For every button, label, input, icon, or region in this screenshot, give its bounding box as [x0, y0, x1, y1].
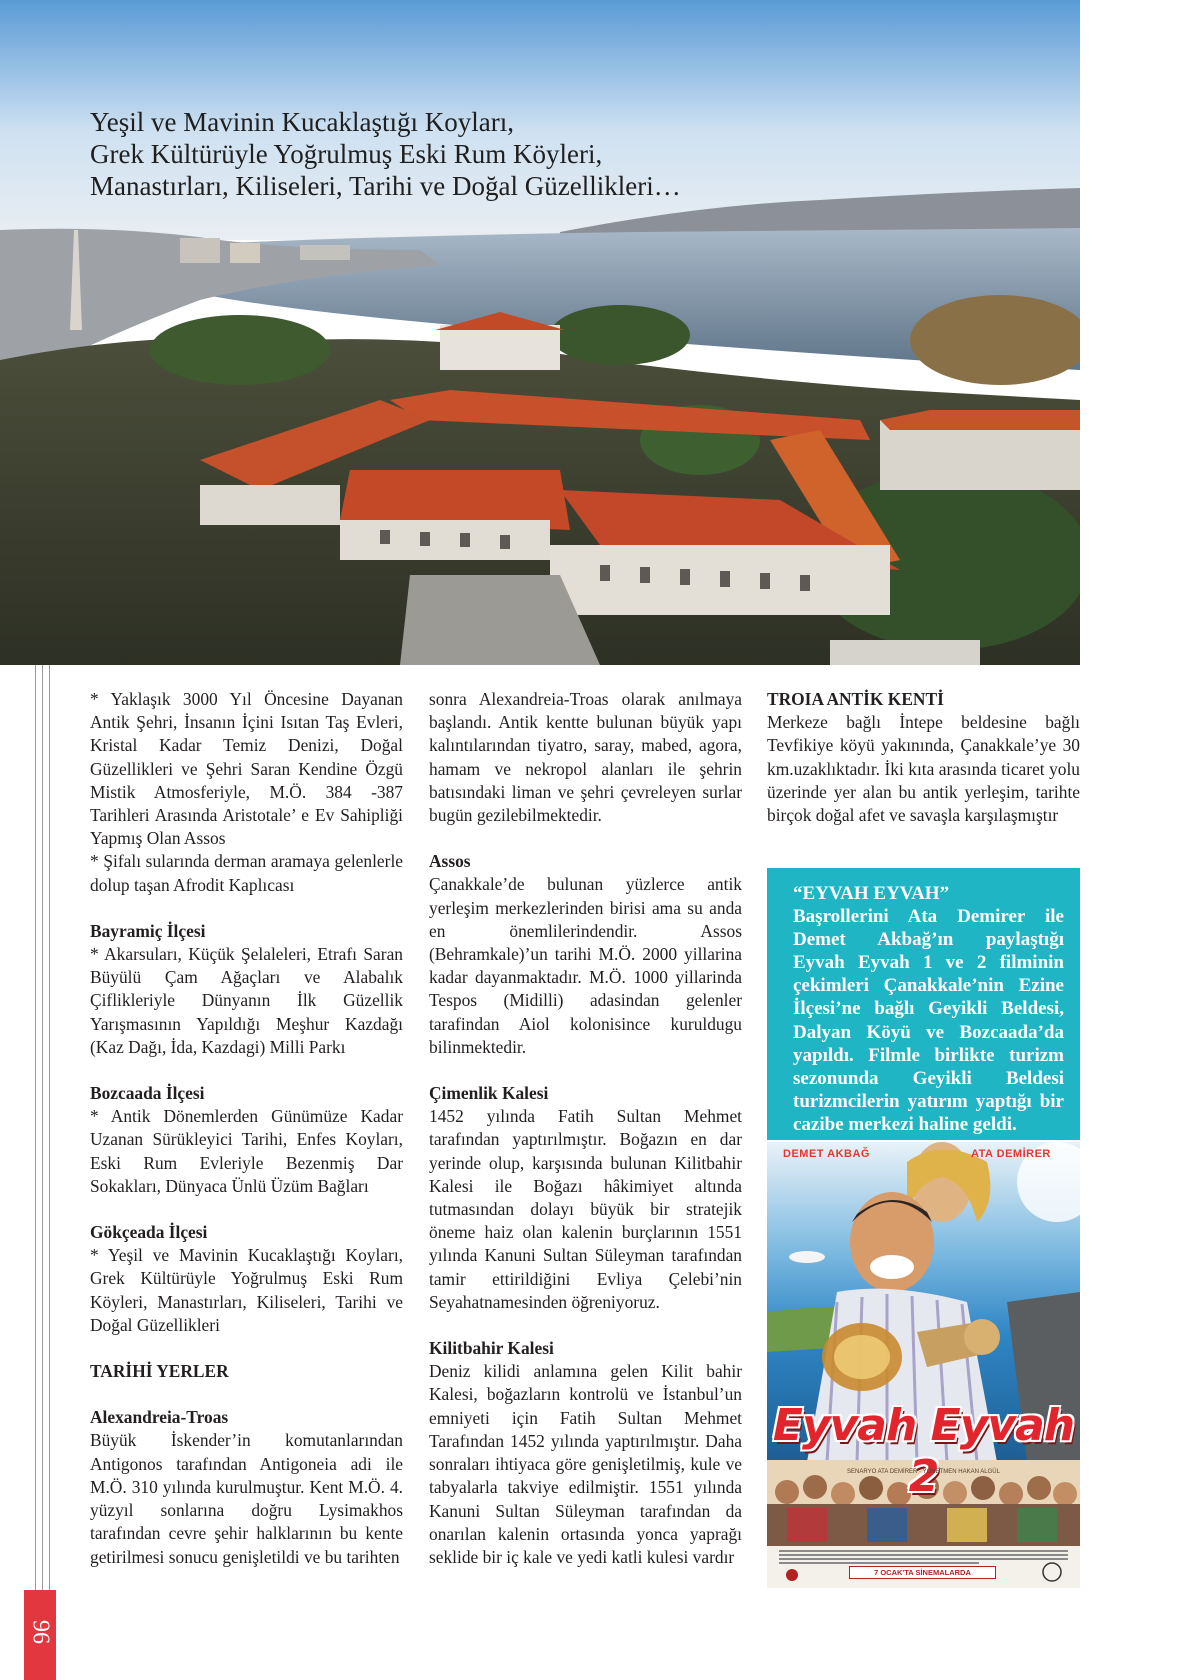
spine-rule [35, 595, 36, 1615]
assos-text: Çanakkale’de bulunan yüzlerce antik yerleşim merkezlerinden birisi ama su anda en önemlilerindendir. Assos (Behramkale)’un tarihi M.Ö. 2000 yillarina kadar dayanmaktadır. M.Ö. 1000 yillarinda Tespos (Midilli) adasindan gelenler tarafindan Aiol kolonisince kuruldugu bilinmektedir. [429, 874, 742, 1057]
gokceada-text: * Yeşil ve Mavinin Kucaklaştığı Koyları, Grek Kültürüyle Yoğrulmuş Eski Rum Köyleri, Manastırları, Kiliseleri, Tarihi ve Doğal Güzellikleri [90, 1245, 403, 1335]
spine-rule [49, 595, 50, 1615]
bozcaada-text: * Antik Dönemlerden Günümüze Kadar Uzanan Sürükleyici Tarihi, Enfes Koyları, Eski Rum Evleriyle Bezenmiş Dar Sokakları, Dünyaca Ünlü Üzüm Bağları [90, 1106, 403, 1196]
hero-caption-line: Grek Kültürüyle Yoğrulmuş Eski Rum Köyleri, [90, 139, 603, 169]
gokceada-heading: Gökçeada İlçesi [90, 1222, 208, 1243]
alexandreia-heading: Alexandreia-Troas [90, 1407, 229, 1428]
poster-actor-right: ATA DEMİRER [971, 1148, 1051, 1160]
callout-title: “EYVAH EYVAH” [793, 883, 950, 904]
kilitbahir-text: Deniz kilidi anlamına gelen Kilit bahir Kalesi, boğazların kontrolü ve İstanbul’un emniyeti için Fatih Sultan Mehmet Tarafından 1452 yılında yaptırılmıştır. Daha sonraları ihtiyaca göre genişletilmiş, kule ve tabyalarla takviye edilmiştir. 1551 yılında Kanuni Sultan Süleyman tarafından da onarılan kalenin ortasında yonca yaprağı seklide bir iç kale ve yedi katli kulesi vardır [429, 1361, 742, 1567]
callout-text: Başrollerini Ata Demirer ile Demet Akbağ’ın paylaştığı Eyvah Eyvah 1 ve 2 filminin çekimleri Çanakkale’nin Ezine İlçesi’ne bağlı Geyikli Beldesi, Dalyan Köyü ve Bozcaada’da yapıldı. Filmle birlikte turizm sezonunda Geyikli Beldesi turizmcilerin yatırım yaptığı bir cazibe merkezi haline geldi. [793, 906, 1064, 1135]
bayramic-heading: Bayramiç İlçesi [90, 920, 206, 941]
spine-rule [42, 595, 43, 1615]
intro-afrodit: * Şifalı sularında derman aramaya gelenlerle dolup taşan Afrodit Kaplıcası [90, 851, 403, 895]
hero-caption-line: Manastırları, Kiliseleri, Tarihi ve Doğal Güzellikleri… [90, 171, 681, 201]
article-column-2 [429, 688, 742, 1569]
hero-caption-line: Yeşil ve Mavinin Kucaklaştığı Koyları, [90, 107, 514, 137]
kilitbahir-heading: Kilitbahir Kalesi [429, 1338, 554, 1359]
bayramic-text: * Akarsuları, Küçük Şelaleleri, Etrafı Saran Büyülü Çam Ağaçları ve Alabalık Çiflikleriyle Dünyanın İlk Güzellik Yarışmasının Yapıldığı Meşhur Kazdağı (Kaz Dağı, İda, Kazdagi) Milli Parkı [90, 944, 403, 1057]
poster-credits: SENARYO ATA DEMİRER · YÖNETMEN HAKAN ALGÜL [847, 1469, 1000, 1475]
cimenlik-heading: Çimenlik Kalesi [429, 1083, 549, 1104]
alexandreia-text: Büyük İskender’in komutanlarından Antigonos tarafından Antigoneia adi ile M.Ö. 310 yılında kurulmuştur. Kent M.Ö. 4. yüzyıl sonlarına doğru Lysimakhos tarafından cevre şehir halklarının bu kente getirilmesi sonucu genişletildi ve bu tarihten [90, 1430, 403, 1567]
article-column-1 [90, 688, 403, 1569]
assos-heading: Assos [429, 851, 471, 872]
movie-poster [767, 1142, 1080, 1588]
intro-assos: * Yaklaşık 3000 Yıl Öncesine Dayanan Antik Şehri, İnsanın İçini Isıtan Taş Evleri, Kristal Kadar Temiz Denizi, Doğal Güzellikleri ve Şehri Saran Kendine Özgü Mistik Atmosferiyle, M.Ö. 384 -387 Tarihleri Arasında Aristotale’ e Ev Sahipliği Yapmış Olan Assos [90, 689, 403, 849]
troia-heading: TROIA ANTİK KENTİ [767, 689, 944, 709]
historic-places-heading: TARİHİ YERLER [90, 1361, 229, 1382]
poster-title: Eyvah Eyvah 2 [772, 1400, 1075, 1502]
eyvah-eyvah-callout [767, 868, 1080, 1140]
poster-release-date: 7 OCAK'TA SİNEMALARDA [849, 1566, 996, 1579]
alexandreia-text-continued: sonra Alexandreia-Troas olarak anılmaya başlandı. Antik kentte bulunan büyük yapı kalıntılarından tiyatro, saray, mabed, agora, hamam ve nekropol alanları ile şehrin batısındaki liman ve şehri çevreleyen surlar bugün gezilebilmektedir. [429, 689, 742, 826]
hero-caption [90, 106, 681, 202]
poster-actor-left: DEMET AKBAĞ [783, 1148, 870, 1160]
page-number: 96 [27, 1620, 54, 1644]
hero-photo [0, 0, 1080, 665]
cimenlik-text: 1452 yılında Fatih Sultan Mehmet tarafından yaptırılmıştır. Boğazın en dar yerinde olup, karşısında bulunan Kilitbahir Kalesi ile Boğazı hâkimiyet altında tutmasından dolayı büyük bir stratejik öneme haiz olan kalenin burçlarının 1551 yılında Kanuni Sultan Süleyman tarafından tamir ettirildiğini Evliya Çelebi’nin Seyahatnamesinden öğreniyoruz. [429, 1106, 742, 1312]
article-column-3 [767, 688, 1080, 827]
troia-text: Merkeze bağlı İntepe beldesine bağlı Tevfikiye köyü yakınında, Çanakkale’ye 30 km.uzaklıktadır. İki kıta arasında ticaret yolu üzerinde yer alan bu antik yerleşim, tarihte birçok doğal afet ve savaşla karşılaşmıştır [767, 712, 1080, 826]
bozcaada-heading: Bozcaada İlçesi [90, 1083, 205, 1104]
